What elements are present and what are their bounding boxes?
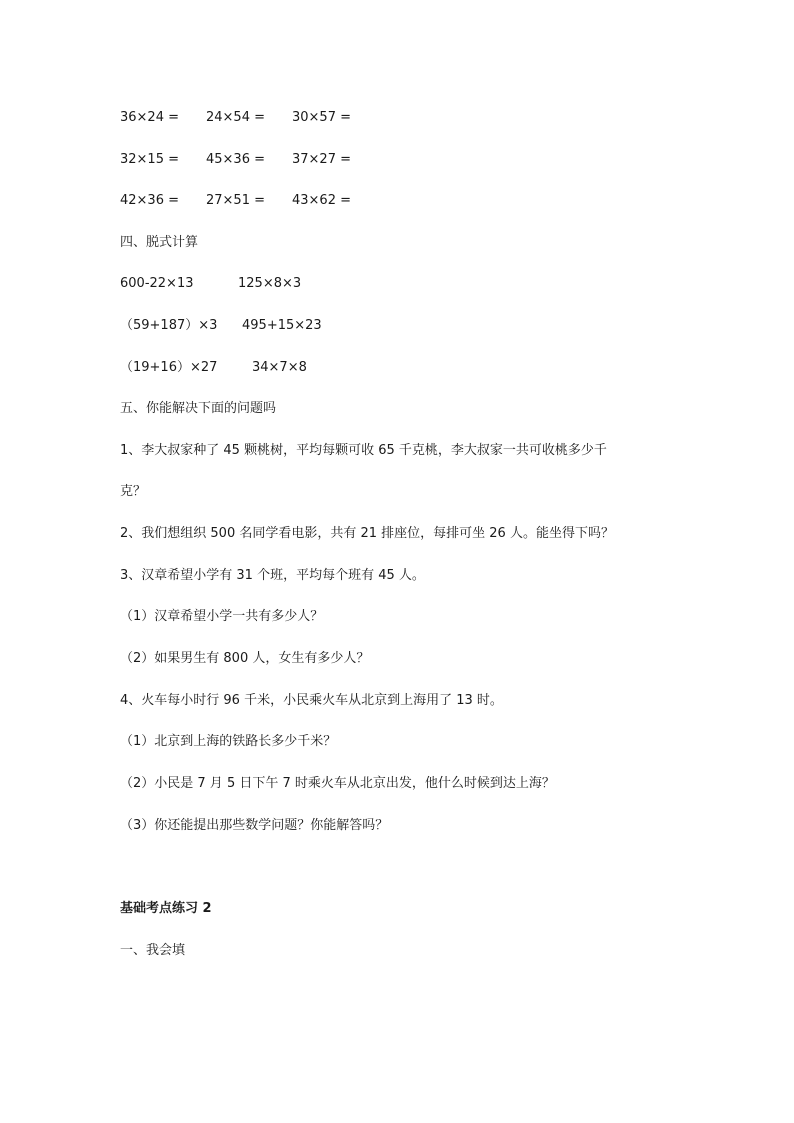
problem-text: 3、汉章希望小学有 31 个班，平均每个班有 45 人。	[120, 568, 425, 583]
problem-text: （1）汉章希望小学一共有多少人？	[120, 609, 324, 624]
problem: 24×54 =	[206, 110, 266, 125]
problem-text: 4、火车每小时行 96 千米，小民乘火车从北京到上海用了 13 时。	[120, 693, 503, 708]
problem: 45×36 =	[206, 152, 266, 167]
calc-problem: 600-22×13	[120, 276, 194, 291]
problem-text: （1）北京到上海的铁路长多少千米？	[120, 734, 337, 749]
problem: 42×36 =	[120, 193, 180, 208]
problem-text: （3）你还能提出那些数学问题？你能解答吗？	[120, 818, 389, 833]
problem-text: 1、李大叔家种了 45 颗桃树，平均每颗可收 65 千克桃，李大叔家一共可收桃多少千	[120, 443, 607, 458]
exercise-title: 基础考点练习 2	[120, 901, 212, 916]
problem-text: 2、我们想组织 500 名同学看电影，共有 21 排座位，每排可坐 26 人。能坐得下吗？	[120, 526, 614, 541]
calc-problem: 495+15×23	[242, 318, 322, 333]
calc-problem: 34×7×8	[252, 360, 307, 375]
problem: 32×15 =	[120, 152, 180, 167]
problem: 43×62 =	[292, 193, 352, 208]
section-heading: 五、你能解决下面的问题吗	[120, 401, 277, 416]
section-heading: 四、脱式计算	[120, 235, 199, 250]
problem-text: （2）小民是 7 月 5 日下午 7 时乘火车从北京出发，他什么时候到达上海？	[120, 776, 555, 791]
problem: 37×27 =	[292, 152, 352, 167]
problem: 30×57 =	[292, 110, 352, 125]
calc-problem: （59+187）×3	[120, 318, 218, 333]
problem: 36×24 =	[120, 110, 180, 125]
problem-text: 克？	[120, 484, 147, 499]
section-heading: 一、我会填	[120, 943, 186, 958]
problem: 27×51 =	[206, 193, 266, 208]
calc-problem: （19+16）×27	[120, 360, 218, 375]
problem-text: （2）如果男生有 800 人，女生有多少人？	[120, 651, 370, 666]
calc-problem: 125×8×3	[238, 276, 302, 291]
